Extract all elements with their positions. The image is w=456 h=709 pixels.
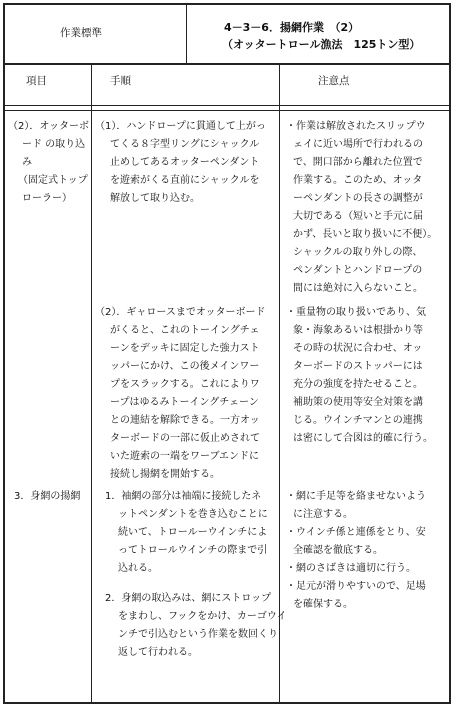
row1-item-line2: ード の取り込 — [22, 139, 86, 150]
row3-note-line7: を確保する。 — [293, 599, 353, 610]
column-line-1 — [91, 64, 92, 704]
row3-procedure-line5: 込れる。 — [118, 563, 158, 574]
column-header-procedure: 手順 — [110, 75, 131, 87]
row1-note-line2: ェイに近い場所で行われるの — [293, 139, 423, 150]
row3-item-line1: 3．身網の揚網 — [14, 491, 81, 502]
row3-note-line1: ・網に手足等を絡ませないよう — [286, 491, 426, 502]
row1-note-line5: ーペンダントの長さの調整が — [293, 193, 423, 204]
row1-note-line3: で、開口部から離れた位置で — [293, 157, 423, 168]
row2-note-line3: その時の状況に合わせ、オッ — [293, 343, 423, 354]
row2-note-line1: ・重量物の取り扱いであり、気 — [286, 307, 426, 318]
row2-procedure-line2: がくると、これのトーイングチェ — [110, 325, 260, 336]
row2-note-line6: 補助策の使用等安全対策を講 — [293, 397, 423, 408]
row2-note-line2: 象・海象あるいは根掛かり等 — [293, 325, 423, 336]
row1-item-line4: （固定式トップ — [18, 175, 88, 186]
row1-item-line5: ローラー） — [22, 193, 72, 204]
row3-procedure-line3: 続いて、トロールーウインチによ — [118, 527, 268, 538]
page-subtitle: （オッタートロール漁法 125トン型） — [222, 38, 421, 51]
row2-note-line7: じる。ウインチマンとの連携 — [293, 415, 423, 426]
row3-procedure-line2: ットペンダントを巻き込むことに — [118, 509, 268, 520]
row1-procedure-line4: を遊索がくる直前にシャックルを — [110, 175, 260, 186]
row3-procedure-line1: 1．袖網の部分は袖端に接続したネ — [105, 491, 262, 502]
row2-note-line5: 充分の強度を持たせること。 — [293, 379, 423, 390]
row1-note-line4: 作業する。このため、オッタ — [293, 175, 423, 186]
row2-procedure-line4: ッパーにかけ、この後メインワー — [110, 361, 260, 372]
column-header-bottom — [3, 110, 451, 111]
row3-procedure-line10: 返して行われる。 — [118, 647, 198, 658]
row1-note-line9: ペンダントとハンドロープの — [293, 265, 423, 276]
row1-note-line10: 間には絶対に入らないこと。 — [293, 283, 423, 294]
row3-procedure-line4: ってトロールウインチの際まで引 — [118, 545, 268, 556]
page-title: 4－3－6．揚網作業 （2） — [224, 21, 360, 34]
column-header-notes: 注意点 — [318, 75, 350, 87]
row3-procedure-line9: ンチで引込むという作業を数回くり — [118, 629, 278, 640]
row3-note-line4: 全確認を徹底する。 — [293, 545, 383, 556]
row3-note-line5: ・網のさばきは適切に行う。 — [286, 563, 416, 574]
header-split-line — [186, 3, 187, 64]
row3-note-line2: に注意する。 — [293, 509, 353, 520]
row2-procedure-line8: ターボードの一部に仮止めされて — [110, 433, 260, 444]
row2-note-line8: は密にして合図は的確に行う。 — [293, 433, 433, 444]
row3-note-line3: ・ウインチ係と連係をとり、安 — [286, 527, 426, 538]
row1-note-line6: 大切である（短いと手元に届 — [293, 211, 423, 222]
row1-procedure-line5: 解放して取り込む。 — [110, 193, 200, 204]
column-header-item: 項目 — [26, 75, 47, 87]
row2-procedure-line7: との連結を解除できる。一方オッ — [110, 415, 260, 426]
row2-procedure-line10: 接続し揚網を開始する。 — [110, 469, 220, 480]
row1-procedure-line3: 止めしてあるオッターペンダント — [110, 157, 260, 168]
row2-procedure-line6: ープはゆるみトーイングチェーン — [110, 397, 259, 408]
row1-procedure-line1: （1）．ハンドロープに貫通して上がっ — [95, 121, 266, 132]
row3-procedure-line7: 2．身網の取込みは、網にストロップ — [105, 593, 272, 604]
row1-note-line7: かず、長いと取り扱いに不便）。 — [293, 229, 438, 240]
row2-procedure-line3: ーンをデッキに固定した強力スト — [110, 343, 260, 354]
row2-procedure-line1: （2）．ギャロースまでオッターボード — [95, 307, 266, 318]
column-header-divider — [3, 105, 451, 106]
header-left-label: 作業標準 — [60, 27, 102, 39]
row1-item-line3: み — [22, 157, 32, 168]
row3-note-line6: ・足元が滑りやすいので、足場 — [286, 581, 426, 592]
row1-item-line1: （2）．オッターボ — [8, 121, 90, 132]
row1-procedure-line2: てくる８字型リングにシャックル — [110, 139, 260, 150]
row2-note-line4: ターボードのストッパーには — [293, 361, 423, 372]
row1-note-line8: シャックルの取り外しの際、 — [293, 247, 423, 258]
header-divider — [3, 63, 451, 65]
row3-procedure-line8: をまわし、フックをかけ、カーゴウイ — [118, 611, 287, 622]
row2-procedure-line9: いた遊索の一端をワーブエンドに — [110, 451, 259, 462]
row2-procedure-line5: プをスラックする。これによりワ — [110, 379, 260, 390]
row1-note-line1: ・作業は解放されたスリップウ — [286, 121, 426, 132]
